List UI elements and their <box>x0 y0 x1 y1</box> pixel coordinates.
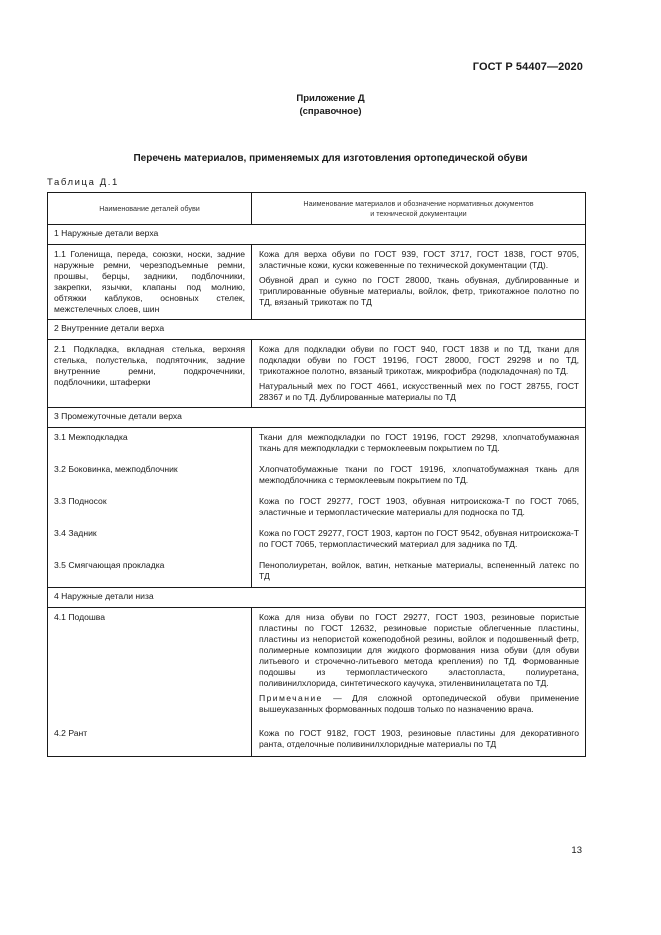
detail-cell <box>48 458 252 490</box>
section-row <box>48 320 586 340</box>
section-row <box>48 588 586 608</box>
detail-text: 3.5 Смягчающая прокладка <box>54 560 165 570</box>
materials-text: Натуральный мех по ГОСТ 4661, искусственный мех по ГОСТ 28755, ГОСТ 28367 и по ТД. Дублированные материалы по ТД <box>259 381 579 402</box>
detail-text: 3.2 Боковинка, межподблочник <box>54 464 178 474</box>
table-row <box>48 340 586 408</box>
materials-text: Кожа для верха обуви по ГОСТ 939, ГОСТ 3717, ГОСТ 1838, ГОСТ 9705, эластичные кожи, куски кожевенные по технической документации (ТД). <box>259 249 579 270</box>
table-row <box>48 245 586 320</box>
section-title: 4 Наружные детали низа <box>48 588 586 608</box>
table-row <box>48 554 586 588</box>
detail-text: 3.3 Подносок <box>54 496 107 506</box>
materials-text: Кожа по ГОСТ 29277, ГОСТ 1903, картон по ГОСТ 9542, обувная нитроискожа-Т по ГОСТ 7065, термопластический материал для задника по ТД. <box>259 528 579 549</box>
document-title: Перечень материалов, применяемых для изготовления ортопедической обуви <box>133 153 528 164</box>
materials-cell <box>252 522 586 554</box>
materials-text: Обувной драп и сукно по ГОСТ 28000, ткань обувная, дублированные и триплированные обувные материалы, войлок, фетр, трикотажное полотно по ТД, вязаный трикотаж по ТД <box>259 275 579 307</box>
materials-text: Пенополиуретан, войлок, ватин, нетканые материалы, вспененный латекс по ТД <box>259 560 579 581</box>
annex-heading <box>0 92 661 118</box>
table-row <box>48 608 586 720</box>
detail-text: 3.1 Межподкладка <box>54 432 128 442</box>
materials-table <box>47 192 586 757</box>
detail-cell <box>48 340 252 408</box>
column-header-materials-line1: Наименование материалов и обозначение нормативных документов <box>303 198 534 208</box>
detail-cell <box>48 719 252 757</box>
table-row <box>48 458 586 490</box>
materials-text: Хлопчатобумажные ткани по ГОСТ 19196, хлопчатобумажная ткань для межподблочника с термоклеевым покрытием по ТД. <box>259 464 579 485</box>
detail-cell <box>48 554 252 588</box>
materials-cell <box>252 554 586 588</box>
detail-text: 1.1 Голенища, переда, союзки, носки, задние наружные ремни, черезподъемные ремни, прошвы, берцы, задники, подблочники, закрепки, язычки, клапаны под молнию, обтяжки каблуков, основных стелек, межстелечных слоев, шин <box>54 249 245 314</box>
materials-cell <box>252 719 586 757</box>
materials-text: Ткани для межподкладки по ГОСТ 19196, ГОСТ 29298, хлопчатобумажная ткань для межподкладки с термоклеевым покрытием по ТД. <box>259 432 579 453</box>
section-title: 2 Внутренние детали верха <box>48 320 586 340</box>
detail-cell <box>48 522 252 554</box>
table-row <box>48 490 586 522</box>
page-number: 13 <box>571 845 582 856</box>
table-row <box>48 428 586 459</box>
column-header-materials <box>252 193 586 225</box>
note-text: — Для сложной ортопедической обуви применение вышеуказанных формованных подошв только по назначению врача. <box>259 693 579 714</box>
table-note <box>259 693 579 715</box>
materials-cell <box>252 340 586 408</box>
annex-title: Приложение Д <box>296 93 365 104</box>
materials-cell <box>252 458 586 490</box>
section-title: 3 Промежуточные детали верха <box>48 408 586 428</box>
detail-text: 3.4 Задник <box>54 528 97 538</box>
note-lead: Примечание <box>259 693 323 703</box>
materials-cell <box>252 428 586 459</box>
materials-text: Кожа для подкладки обуви по ГОСТ 940, ГОСТ 1838 и по ТД, ткани для подкладки обуви по ГОСТ 19196, ГОСТ 28000, ГОСТ 29298 и по ТД, трикотажное полотно, вязаный трикотаж, микрофибра (подкладочная) по ТД. <box>259 344 579 376</box>
materials-cell <box>252 245 586 320</box>
standard-number: ГОСТ Р 54407—2020 <box>472 61 583 73</box>
section-row <box>48 225 586 245</box>
column-header-details: Наименование деталей обуви <box>48 193 252 225</box>
materials-cell <box>252 490 586 522</box>
materials-text: Кожа для низа обуви по ГОСТ 29277, ГОСТ 1903, резиновые пористые пластины по ГОСТ 12632, резиновые пористые облегченные пластины, пластины из непористой кожеподобной резины, войлок и подошвенный фетр, полимерные композиции для жидкого формования низа обуви (для обуви литьевого и строчечно-литьевого метода крепления) по ТД. Формованные подошвы из термопластического эластопласта, полиуретана, поливинилхлорида, синтетического каучука, этиленвинилацетата по ТД. <box>259 612 579 688</box>
detail-cell <box>48 608 252 720</box>
detail-text: 4.2 Рант <box>54 728 88 738</box>
table-row <box>48 719 586 757</box>
detail-cell <box>48 428 252 459</box>
section-row <box>48 408 586 428</box>
detail-text: 2.1 Подкладка, вкладная стелька, верхняя стелька, полустелька, подпяточник, задние внутренние ремни, подкрочечники, подблочники, штаферки <box>54 344 245 387</box>
section-title: 1 Наружные детали верха <box>48 225 586 245</box>
column-header-materials-line2: и технической документации <box>370 208 467 218</box>
materials-text: Кожа по ГОСТ 9182, ГОСТ 1903, резиновые пластины для декоративного ранта, отделочные поливинилхлоридные материалы по ТД <box>259 728 579 749</box>
table-caption: Таблица Д.1 <box>47 177 119 188</box>
detail-cell <box>48 490 252 522</box>
table-row <box>48 522 586 554</box>
detail-cell <box>48 245 252 320</box>
table-header-row <box>48 193 586 225</box>
detail-text: 4.1 Подошва <box>54 612 106 622</box>
annex-kind: (справочное) <box>299 106 362 117</box>
materials-text: Кожа по ГОСТ 29277, ГОСТ 1903, обувная нитроискожа-Т по ГОСТ 7065, эластичные и термопластические материалы для подноска по ТД. <box>259 496 579 517</box>
materials-cell <box>252 608 586 720</box>
